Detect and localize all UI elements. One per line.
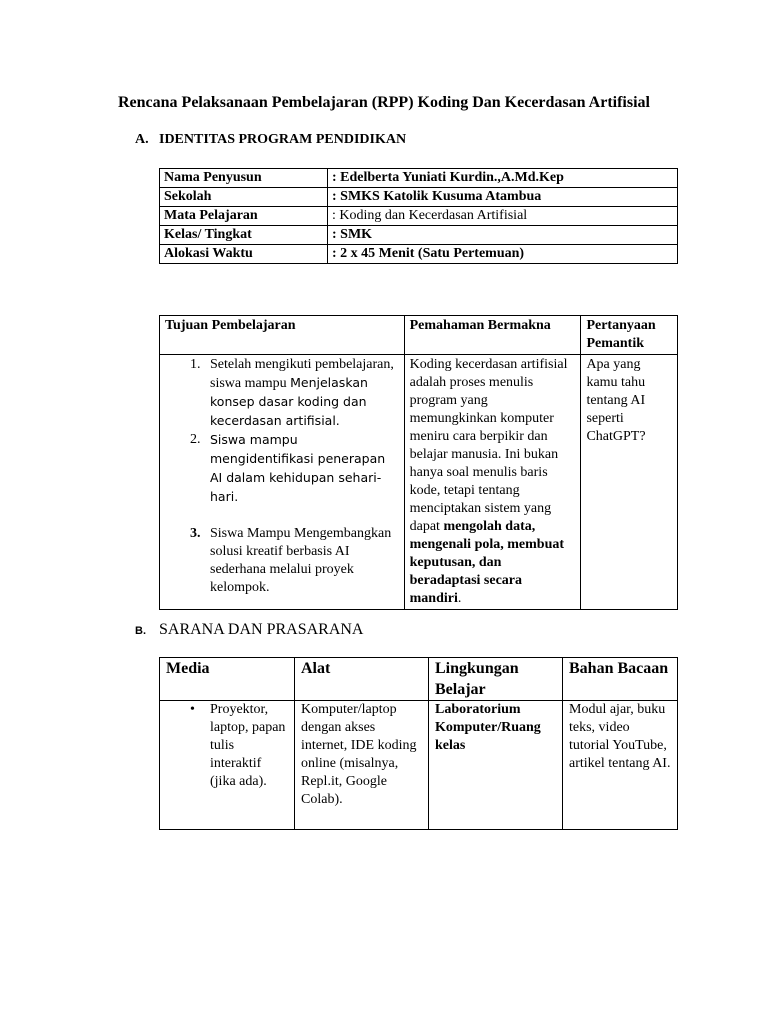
identity-row: [160, 169, 678, 188]
objective-text: Siswa mampu mengidentifikasi penerapan AI dalam kehidupan sehari-hari.: [210, 432, 386, 504]
header-media: Media: [160, 658, 295, 701]
identity-row: [160, 207, 678, 226]
objective-text: Siswa Mampu Mengembangkan solusi kreatif berbasis AI sederhana melalui proyek kelompok.: [210, 526, 392, 595]
list-number: 2.: [190, 432, 201, 447]
table-header-row: [160, 658, 678, 701]
table-row: [160, 355, 678, 610]
list-spacer: [165, 507, 399, 525]
list-item: [165, 525, 399, 597]
understanding-end: .: [457, 591, 462, 606]
reading-cell: Modul ajar, buku teks, video tutorial YouTube, artikel tentang AI.: [563, 701, 678, 830]
identity-key: Kelas/ Tingkat: [160, 226, 328, 245]
header-question: Pertanyaan Pemantik: [581, 316, 678, 355]
understanding-bold-text: mengolah data, mengenali pola, membuat keputusan, dan beradaptasi secara mandiri: [409, 519, 565, 606]
header-reading: Bahan Bacaan: [563, 658, 678, 701]
identity-value: : Koding dan Kecerdasan Artifisial: [328, 207, 678, 226]
identity-value: : Edelberta Yuniati Kurdin.,A.Md.Kep: [328, 169, 678, 188]
identity-value: : SMKS Katolik Kusuma Atambua: [328, 188, 678, 207]
section-b-letter: B.: [135, 625, 146, 637]
section-b-heading: [135, 621, 363, 639]
objective-text-continued: Menjelaskan konsep dasar koding dan kecerdasan artifisial.: [210, 375, 368, 428]
header-objectives: Tujuan Pembelajaran: [160, 316, 405, 355]
identity-value: : 2 x 45 Menit (Satu Pertemuan): [328, 245, 678, 264]
document-title: Rencana Pelaksanaan Pembelajaran (RPP) Koding Dan Kecerdasan Artifisial: [118, 94, 650, 111]
list-number: 3.: [190, 526, 201, 541]
bullet: •: [190, 702, 195, 717]
understanding-cell: [404, 355, 581, 610]
table-row: [160, 701, 678, 830]
section-a-heading: [135, 132, 406, 148]
media-cell: [160, 701, 295, 830]
identity-key: Mata Pelajaran: [160, 207, 328, 226]
table-header-row: [160, 316, 678, 355]
identity-row: [160, 245, 678, 264]
section-b-title: SARANA DAN PRASARANA: [159, 621, 364, 638]
media-list: [166, 701, 288, 791]
identity-key: Nama Penyusun: [160, 169, 328, 188]
list-number: 1.: [190, 357, 201, 372]
identity-row: [160, 188, 678, 207]
header-environment: Lingkungan Belajar: [429, 658, 563, 701]
question-cell: Apa yang kamu tahu tentang AI seperti ChatGPT?: [581, 355, 678, 610]
identity-value: : SMK: [328, 226, 678, 245]
objectives-list: [165, 356, 399, 597]
media-text: Proyektor, laptop, papan tulis interaktif (jika ada).: [210, 702, 286, 789]
identity-row: [160, 226, 678, 245]
learning-objectives-table: [159, 315, 678, 610]
understanding-text: Koding kecerdasan artifisial adalah proses menulis program yang memungkinkan komputer meniru cara berpikir dan belajar manusia. Ini bukan hanya soal menulis baris kode, tetapi tentang menciptakan sistem yang dapat: [409, 357, 568, 534]
identity-table: [159, 168, 678, 264]
section-a-letter: A.: [135, 132, 149, 147]
identity-key: Sekolah: [160, 188, 328, 207]
section-a-title: IDENTITAS PROGRAM PENDIDIKAN: [159, 132, 407, 147]
header-tools: Alat: [295, 658, 429, 701]
header-understanding: Pemahaman Bermakna: [404, 316, 581, 355]
list-item: [165, 431, 399, 507]
objective-text: Setelah mengikuti pembelajaran, siswa mampu: [210, 357, 394, 391]
facilities-table: [159, 657, 678, 830]
environment-cell: Laboratorium Komputer/Ruang kelas: [429, 701, 563, 830]
list-item: [166, 701, 288, 791]
objectives-cell: [160, 355, 405, 610]
tools-cell: Komputer/laptop dengan akses internet, IDE koding online (misalnya, Repl.it, Google Colab).: [295, 701, 429, 830]
identity-key: Alokasi Waktu: [160, 245, 328, 264]
list-item: [165, 356, 399, 431]
